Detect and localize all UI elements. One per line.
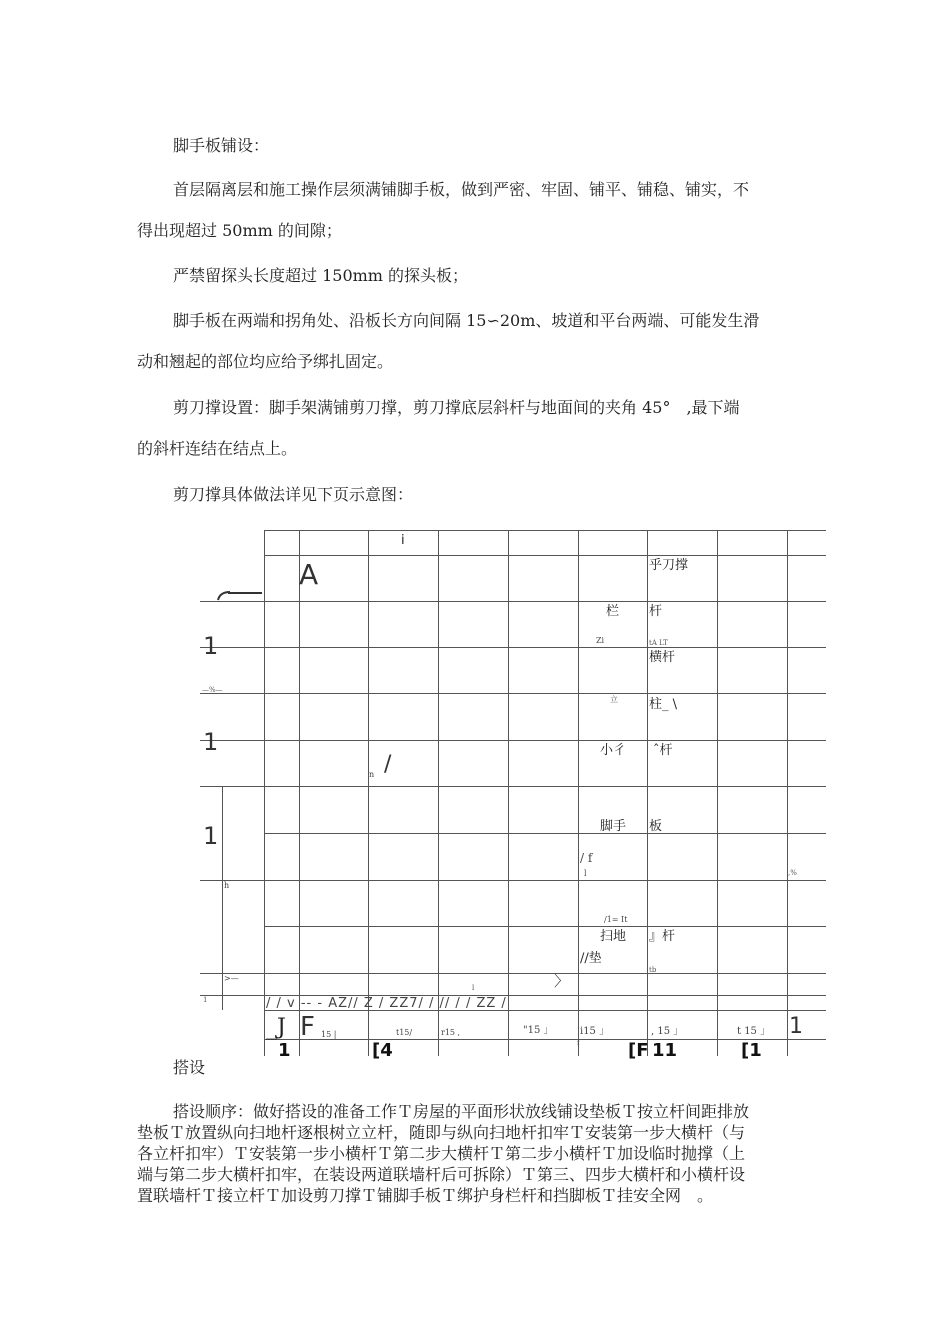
spacing-label: i15 」	[580, 1026, 610, 1037]
grid-hline	[264, 555, 826, 556]
sequence-line-4: 端与第二步大横杆扣牢，在装设两道联墙杆后可拆除）Ｔ第三、四步大横杆和小横杆设	[137, 1165, 746, 1184]
grid-vline	[787, 530, 788, 1056]
para-1-line-1: 首层隔离层和施工操作层须满铺脚手板，做到严密、牢固、铺平、铺稳、铺实，不	[173, 180, 750, 199]
spacing-label: t15/	[396, 1028, 413, 1037]
label-tiny-2: tb	[649, 966, 657, 974]
label-l: l	[584, 869, 587, 878]
label-small: 小彳	[600, 743, 627, 758]
grid-hline	[200, 973, 826, 974]
sequence-line-2: 垫板Ｔ放置纵向扫地杆逐根树立立杆，随即与纵向扫地杆扣牢Ｔ安装第一步大横杆（与	[137, 1123, 746, 1142]
sequence-line-5: 置联墙杆Ｔ接立杆Ｔ加设剪刀撑Ｔ铺脚手板Ｔ绑护身栏杆和挡脚板Ｔ挂安全网 。	[137, 1186, 714, 1205]
heading-scaffold-board: 脚手板铺设：	[173, 136, 270, 155]
grid-hline	[264, 833, 826, 834]
label-upright: 立	[610, 695, 618, 704]
grid-vline	[368, 530, 369, 1056]
sequence-line-3: 各立杆扣牢）Ｔ安装第一步小横杆Ｔ第二步大横杆Ｔ第二步小横杆Ｔ加设临时抛撑（上	[137, 1144, 746, 1163]
heading-erection: 搭设	[173, 1058, 206, 1077]
grid-hline	[200, 601, 826, 602]
sequence-line-1: 搭设顺序：做好搭设的准备工作Ｔ房屋的平面形状放线铺设垫板Ｔ按立杆间距排放	[173, 1102, 750, 1121]
grid-vline	[508, 530, 509, 1056]
grid-vline	[578, 530, 579, 1056]
label-board: 板	[649, 819, 663, 834]
spacing-label: r15 ,	[441, 1028, 461, 1037]
para-1-line-2: 得出现超过 50mm 的间隙；	[137, 221, 342, 240]
label-zi: Zi	[596, 636, 605, 645]
label-rod-3: 』杆	[649, 929, 676, 944]
para-5: 剪刀撑具体做法详见下页示意图：	[173, 485, 414, 504]
para-4-line-2: 的斜杆连结在结点上。	[137, 439, 298, 458]
bottom-1: 1	[789, 1014, 803, 1039]
left-number: 1	[203, 822, 219, 850]
label-tiny: tA LT	[649, 639, 668, 647]
grid-vline	[438, 530, 439, 1056]
label-small-l: l	[472, 984, 475, 992]
grid-vline-left	[222, 786, 223, 1010]
left-mark: —%—	[202, 686, 223, 694]
grid-hline	[200, 693, 826, 694]
label-pad: //垫	[580, 951, 602, 966]
label-rod-2: ˆ杆	[653, 743, 673, 758]
spacing-label: "15 」	[523, 1025, 554, 1036]
scissor-brace-diagram	[200, 530, 830, 1061]
label-slash-f: / f	[580, 851, 593, 865]
label-slash: /	[384, 752, 392, 777]
cut-glyph: [F	[628, 1040, 649, 1061]
para-2: 严禁留探头长度超过 150mm 的探头板；	[173, 266, 469, 285]
para-4-line-1: 剪刀撑设置：脚手架满铺剪刀撑，剪刀撑底层斜杆与地面间的夹角 45° ,最下端	[173, 398, 740, 417]
cut-glyph: [1	[741, 1040, 762, 1061]
label-rail: 栏	[606, 604, 620, 619]
cut-glyph: 1	[278, 1040, 291, 1061]
left-number: 1	[203, 728, 219, 756]
bottom-j: _J	[266, 1015, 286, 1040]
grid-hline	[200, 880, 826, 881]
label-scissor-brace: 乎刀撑	[649, 558, 689, 573]
bottom-f: F	[300, 1012, 315, 1042]
ground-hatch: / / v -- - AZ// Z / ZZ7/ / // / / ZZ /	[266, 996, 507, 1011]
label-crossbar: 横杆	[649, 650, 676, 665]
grid-hline	[200, 740, 826, 741]
label-pct: ,%	[788, 869, 797, 877]
top-mark: i	[401, 533, 405, 548]
para-3-line-1: 脚手板在两端和拐角处、沿板长方向间隔 15∽20m、坡道和平台两端、可能发生滑	[173, 311, 760, 330]
spacing-label: t 15 」	[737, 1026, 771, 1037]
left-arrow-label: >—	[224, 974, 239, 983]
grid-hline	[200, 647, 826, 648]
brace-curve-icon	[200, 530, 270, 610]
grid-vline	[717, 530, 718, 1056]
label-sweep: 扫地	[600, 929, 627, 944]
left-number: 1	[203, 632, 219, 660]
label-chevron: 〉	[554, 972, 570, 990]
spacing-label: , 15 」	[651, 1026, 684, 1037]
grid-vline	[647, 530, 648, 1056]
label-1it: /1= It	[604, 915, 628, 924]
label-rod: 杆	[649, 604, 663, 619]
label-scaffold: 脚手	[600, 819, 627, 834]
spacing-label: 15 |	[321, 1030, 337, 1039]
grid-hline	[264, 530, 826, 531]
cut-glyph: f	[577, 1039, 580, 1047]
left-h-label: h	[224, 881, 230, 890]
cut-glyph: [4	[372, 1040, 393, 1061]
para-3-line-2: 动和翘起的部位均应给予绑扎固定。	[137, 352, 394, 371]
left-small-1: 1	[203, 996, 208, 1004]
label-n: n	[369, 770, 375, 779]
grid-vline	[299, 530, 300, 1056]
grid-hline	[264, 926, 826, 927]
letter-a: A	[299, 558, 319, 591]
grid-hline	[200, 786, 826, 787]
cut-glyph: 11	[652, 1040, 678, 1061]
label-column: 柱_ \	[649, 697, 678, 712]
